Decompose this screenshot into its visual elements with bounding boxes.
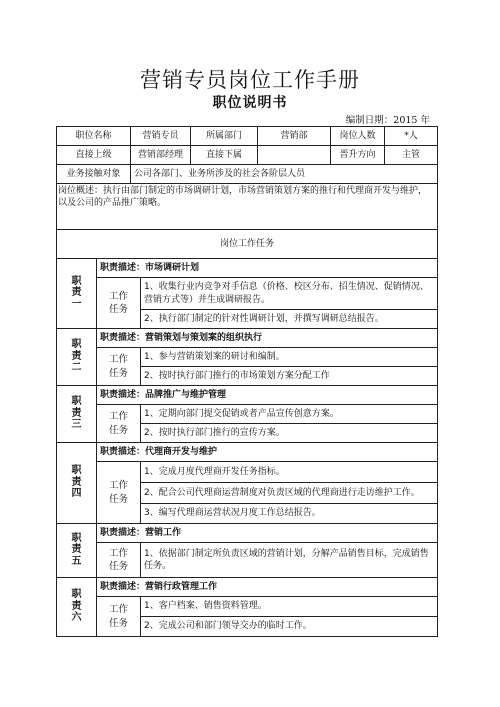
duty-description: 职责描述：营销行政管理工作 [97,578,438,597]
position-name-label: 职位名称 [57,127,131,146]
date-line [346,112,430,126]
task-item: 2、配合公司代理商运营制度对负责区域的代理商进行走访维护工作。 [141,483,438,504]
duty-label: 职责三 [71,396,82,431]
duty-desc-row [57,329,438,348]
task-item: 2、执行部门制定的针对性调研计划，并撰写调研总结报告。 [141,310,438,329]
duty-label-cell [57,443,97,524]
supervisor-value: 营销部经理 [131,146,191,165]
task-item: 1、客户档案、销售资料管理。 [141,597,438,617]
promotion-label: 晋升方向 [331,146,385,165]
duty-label-cell [57,259,97,329]
work-task-label: 工作 任务 [97,405,141,443]
task-item: 1、定期向部门提交促销或者产品宣传创意方案。 [141,405,438,424]
task-item: 2、按时执行部门推行的宣传方案。 [141,424,438,443]
task-item: 2、完成公司和部门领导交办的临时工作。 [141,617,438,637]
work-task-label: 工作 任务 [97,462,141,524]
duty-task-row [57,405,438,424]
job-description-table [56,126,438,637]
contacts-label: 业务接触对象 [57,165,131,184]
overview-row [57,184,438,230]
promotion-value: 主管 [385,146,438,165]
duty-description: 职责描述：市场调研计划 [97,259,438,278]
duty-task-row [57,462,438,483]
task-item: 1、依据部门制定所负责区域的营销计划，分解产品销售目标，完成销售任务。 [141,543,438,578]
duty-label-cell [57,329,97,386]
work-task-label: 工作 任务 [97,597,141,637]
duty-desc-row [57,578,438,597]
position-name-value: 营销专员 [131,127,191,146]
duty-description: 职责描述：品牌推广与维护管理 [97,386,438,405]
tasks-header: 岗位工作任务 [57,230,438,259]
duty-desc-row [57,443,438,462]
duty-task-row [57,543,438,578]
duty-label: 职责五 [71,532,82,567]
task-item: 2、按时执行部门推行的市场策划方案分配工作 [141,367,438,386]
work-task-label: 工作 任务 [97,348,141,386]
dept-label: 所属部门 [191,127,258,146]
duty-label: 职责二 [71,339,82,374]
duty-desc-row [57,524,438,543]
duty-description: 职责描述：营销策划与策划案的组织执行 [97,329,438,348]
duty-description: 职责描述：代理商开发与维护 [97,443,438,462]
duty-task-row [57,597,438,617]
overview-text: 岗位概述：执行由部门制定的市场调研计划，市场营销策划方案的推行和代理商开发与维护，以及公司的产品推广策略。 [57,184,438,230]
duty-label-cell [57,386,97,443]
work-task-label: 工作 任务 [97,278,141,329]
subordinate-label: 直接下属 [191,146,258,165]
duty-label-cell [57,524,97,578]
task-item: 1、参与营销策划案的研讨和编制。 [141,348,438,367]
task-item: 3、编写代理商运营状况月度工作总结报告。 [141,504,438,524]
page-title: 营销专员岗位工作手册 [140,68,360,92]
duty-desc-row [57,386,438,405]
task-item: 1、完成月度代理商开发任务指标。 [141,462,438,483]
contacts-value: 公司各部门、业务所涉及的社会各阶层人员 [131,165,438,184]
duty-description: 职责描述：营销工作 [97,524,438,543]
duty-label-cell [57,578,97,637]
date-value: 2015 年 [393,115,430,126]
header-row-2 [57,146,438,165]
duty-task-row [57,278,438,310]
subordinate-value [258,146,331,165]
task-item: 1、收集行业内竞争对手信息（价格、校区分布、招生情况、促销情况、营销方式等）并生成调研报告。 [141,278,438,310]
supervisor-label: 直接上级 [57,146,131,165]
duty-label: 职责四 [71,465,82,500]
date-label: 编制日期： [345,115,394,126]
header-row-3 [57,165,438,184]
duty-label: 职责六 [71,589,82,624]
tasks-header-row [57,230,438,259]
page-subtitle: 职位说明书 [212,95,288,111]
header-row-1 [57,127,438,146]
headcount-value: *人 [385,127,438,146]
dept-value: 营销部 [258,127,331,146]
duty-label: 职责一 [71,275,82,310]
duty-desc-row [57,259,438,278]
headcount-label: 岗位人数 [331,127,385,146]
work-task-label: 工作 任务 [97,543,141,578]
duty-task-row [57,348,438,367]
